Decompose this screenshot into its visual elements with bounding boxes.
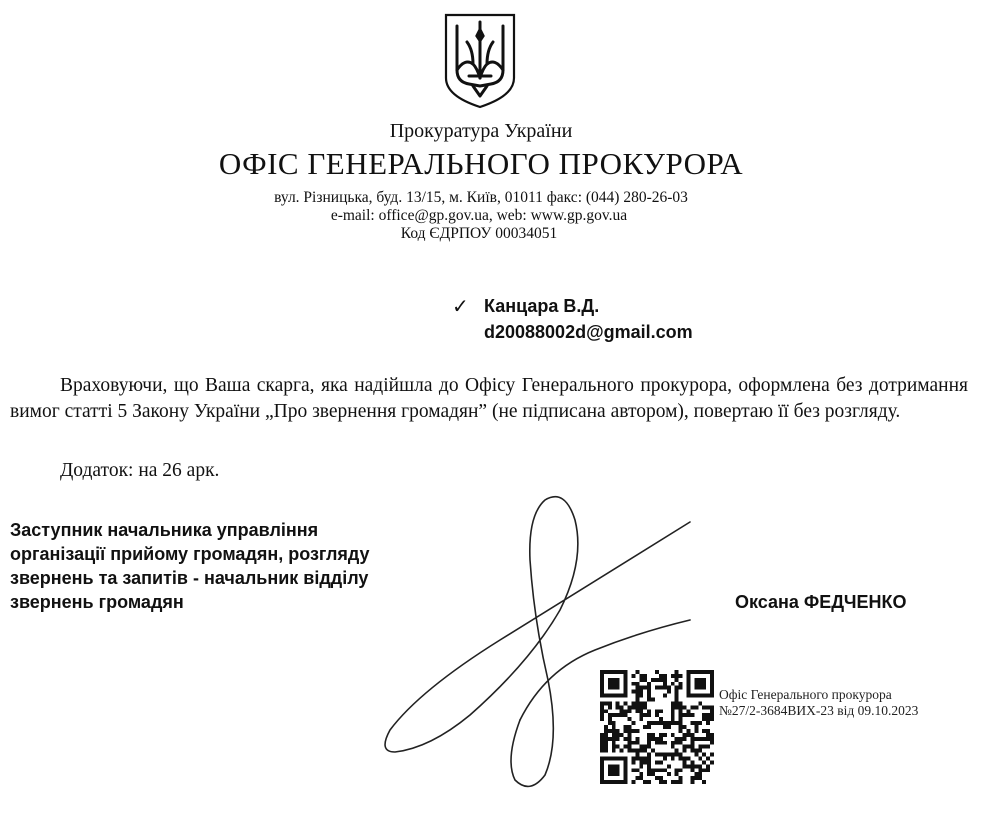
registration-stamp xyxy=(719,687,918,719)
registration-office: Офіс Генерального прокурора xyxy=(719,687,892,702)
office-address: вул. Різницька, буд. 13/15, м. Київ, 01011 факс: (044) 280-26-03 xyxy=(274,189,688,206)
office-name: ОФІС ГЕНЕРАЛЬНОГО ПРОКУРОРА xyxy=(218,146,744,181)
recipient-email: d20088002d@gmail.com xyxy=(484,322,693,342)
signatory-title-line: організації прийому громадян, розгляду xyxy=(10,544,370,564)
signatory-title xyxy=(10,518,470,614)
letter-body: Враховуючи, що Ваша скарга, яка надійшла до Офісу Генерального прокурора, оформлена без дотримання вимог статті 5 Закону України „Про звернення громадян” (не підписана автором), повертаю її без розгляду. xyxy=(10,375,968,422)
office-contacts: e-mail: office@gp.gov.ua, web: www.gp.gov.ua xyxy=(330,207,628,224)
office-edrpou: Код ЄДРПОУ 00034051 xyxy=(400,225,558,242)
signatory-name: Оксана ФЕДЧЕНКО xyxy=(735,592,907,612)
agency-name: Прокуратура України xyxy=(389,120,573,142)
recipient-name: Канцара В.Д. xyxy=(484,296,600,316)
qr-code-icon xyxy=(600,670,714,784)
registration-number: №27/2-3684ВИХ-23 від 09.10.2023 xyxy=(719,703,919,718)
signatory-title-line: Заступник начальника управління xyxy=(10,520,319,540)
signatory-title-line: звернень громадян xyxy=(10,592,184,612)
trident-emblem-icon xyxy=(443,12,517,110)
annex-note: Додаток: на 26 арк. xyxy=(60,460,220,481)
signatory-title-line: звернень та запитів - начальник відділу xyxy=(10,568,369,588)
check-mark-icon: ✓ xyxy=(452,294,469,318)
